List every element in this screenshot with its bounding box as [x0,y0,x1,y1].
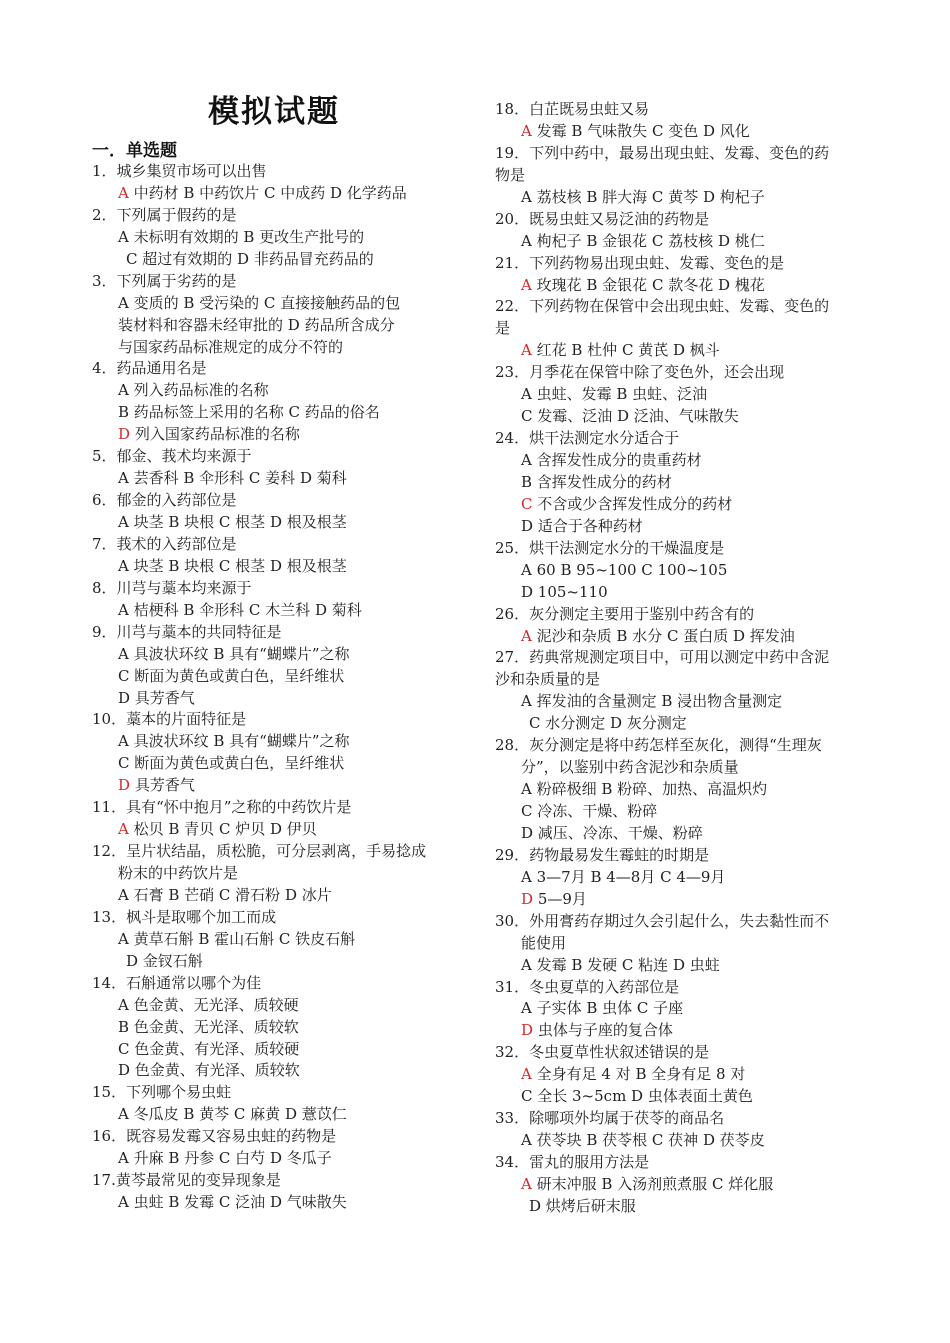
line-text: 34．雷丸的服用方法是 [495,1153,650,1171]
option-line [495,1020,870,1042]
question-line [495,977,870,999]
line-text: A 块茎 B 块根 C 根茎 D 根及根茎 [118,556,347,575]
question-column-left [92,161,472,1214]
line-text: 是 [495,319,511,338]
answer-marker: A [521,1174,532,1193]
line-text: 13．枫斗是取哪个加工而成 [92,907,277,926]
line-text: C 冷冻、干燥、粉碎 [521,802,658,820]
line-text: 17.黄芩最常见的变异现象是 [92,1171,281,1190]
line-text: 25．烘干法测定水分的干燥温度是 [495,538,725,557]
line-text: 5．郁金、莪术均来源于 [92,447,252,466]
option-line [495,691,870,713]
line-text: 4．药品通用名是 [92,359,207,378]
line-text: 23．月季花在保管中除了变色外，还会出现 [495,363,785,382]
option-line [92,556,472,578]
line-text: 20．既易虫蛀又易泛油的药物是 [495,209,710,228]
line-text: 30．外用膏药存期过久会引起什么，失去黏性而不 [495,911,830,930]
line-text: A 枸杞子 B 金银花 C 荔枝核 D 桃仁 [521,231,765,250]
line-text: 22．下列药物在保管中会出现虫蛀、发霉、变色的 [495,297,830,316]
line-text: 14．石斛通常以哪个为佳 [92,973,262,992]
line-text: 26．灰分测定主要用于鉴别中药含有的 [495,604,755,623]
option-line [495,955,870,977]
line-text: A 茯苓块 B 茯苓根 C 茯神 D 茯苓皮 [521,1131,765,1150]
option-line [92,644,472,666]
question-line [92,709,472,731]
line-text: 31．冬虫夏草的入药部位是 [495,977,680,996]
question-line [495,143,870,165]
option-line [495,779,870,801]
line-text: 具芳香气 [134,776,195,795]
answer-marker: A [521,341,532,360]
option-line [92,424,472,446]
option-line [92,775,472,797]
option-line [92,1060,472,1082]
question-line [92,205,472,227]
question-line [495,669,870,691]
option-line [92,731,472,753]
line-text: A 虫蛀 B 发霉 C 泛油 D 气味散失 [118,1193,347,1212]
line-text: 物是 [495,165,526,184]
option-line [495,1130,870,1152]
option-line [495,1064,870,1086]
answer-marker: A [521,275,532,294]
line-text: A 芸香科 B 伞形科 C 姜科 D 菊科 [118,469,347,488]
question-line [495,362,870,384]
line-text: 全身有足 4 对 B 全身有足 8 对 [536,1065,746,1084]
line-text: 沙和杂质量的是 [495,670,601,689]
option-line [495,384,870,406]
line-text: 粉末的中药饮片是 [118,864,239,882]
option-line [495,450,870,472]
line-text: 10．藁本的片面特征是 [92,710,247,729]
answer-marker: A [118,183,129,202]
line-text: 19．下列中药中，最易出现虫蛀、发霉、变色的药 [495,143,830,162]
option-line [92,753,472,775]
question-line [495,296,870,318]
option-line [92,666,472,688]
line-text: A 荔枝核 B 胖大海 C 黄芩 D 枸杞子 [521,187,765,206]
answer-marker: C [521,494,533,513]
answer-marker: D [118,425,131,444]
line-text: A 含挥发性成分的贵重药材 [521,451,702,469]
line-text: 9．川芎与藁本的共同特征是 [92,622,282,641]
line-text: 与国家药品标准规定的成分不符的 [118,337,344,356]
option-line [92,929,472,951]
line-text: A 色金黄、无光泽、质较硬 [118,995,299,1014]
question-line [92,1082,472,1104]
answer-marker: D [521,1021,534,1040]
option-line [495,187,870,209]
option-line [92,688,472,710]
line-text: 2．下列属于假药的是 [92,205,237,224]
question-line [92,1126,472,1148]
option-line [495,494,870,516]
question-line [495,647,870,669]
line-text: A 升麻 B 丹参 C 白芍 D 冬瓜子 [118,1149,332,1168]
question-line [92,490,472,512]
line-text: D 烘烤后研末服 [529,1196,636,1215]
question-line [495,209,870,231]
line-text: C 断面为黄色或黄白色，呈纤维状 [118,666,345,685]
line-text: A 变质的 B 受污染的 C 直接接触药品的包 [118,293,401,312]
answer-marker: D [521,889,534,908]
line-text: A 桔梗科 B 伞形科 C 木兰科 D 菊科 [118,600,362,619]
line-text: 32．冬虫夏草性状叙述错误的是 [495,1043,710,1062]
line-text: 16．既容易发霉又容易虫蛀的药物是 [92,1127,337,1146]
line-text: 研末冲服 B 入汤剂煎煮服 C 烊化服 [536,1174,774,1193]
option-line [92,183,472,205]
option-line [92,512,472,534]
line-text: 21．下列药物易出现虫蛀、发霉、变色的是 [495,253,785,272]
question-line [495,165,870,187]
question-line [495,99,870,121]
line-text: A 黄草石斛 B 霍山石斛 C 铁皮石斛 [118,929,356,948]
page-title: 模拟试题 [208,94,340,130]
line-text: 列入国家药品标准的名称 [134,425,300,444]
line-text: 6．郁金的入药部位是 [92,491,237,510]
line-text: 玫瑰花 B 金银花 C 款冬花 D 槐花 [536,275,765,294]
option-line [92,337,472,359]
line-text: 27．药典常规测定项目中，可用以测定中药中含泥 [495,648,830,667]
question-line [92,446,472,468]
question-line [495,253,870,275]
question-line [92,841,472,863]
line-text: 33．除哪项外均属于茯苓的商品名 [495,1109,725,1128]
line-text: 24．烘干法测定水分适合于 [495,429,680,448]
line-text: A 挥发油的含量测定 B 浸出物含量测定 [521,692,783,711]
option-line [495,1196,870,1218]
line-text: 分”，以鉴别中药含泥沙和杂质量 [521,758,739,777]
option-line [495,560,870,582]
option-line [495,121,870,143]
option-line [92,863,472,885]
line-text: 虫体与子座的复合体 [537,1021,673,1040]
option-line [92,600,472,622]
line-text: 泥沙和杂质 B 水分 C 蛋白质 D 挥发油 [536,626,795,645]
option-line [92,315,472,337]
line-text: 29．药物最易发生霉蛀的时期是 [495,845,710,864]
line-text: A 冬瓜皮 B 黄芩 C 麻黄 D 薏苡仁 [118,1105,347,1124]
line-text: A 块茎 B 块根 C 根茎 D 根及根茎 [118,513,347,531]
line-text: A 石膏 B 芒硝 C 滑石粉 D 冰片 [118,885,332,904]
line-text: D 105~110 [521,582,608,601]
line-text: 3．下列属于劣药的是 [92,271,237,290]
line-text: A 粉碎极细 B 粉碎、加热、高温炽灼 [521,780,768,799]
option-line [495,231,870,253]
line-text: 12．呈片状结晶，质松脆，可分层剥离，手易捻成 [92,842,427,861]
question-line [92,358,472,380]
option-line [495,801,870,823]
question-column-right [495,99,870,1218]
answer-marker: A [521,1065,532,1084]
line-text: 不含或少含挥发性成分的药材 [537,494,733,513]
option-line [495,406,870,428]
question-line [92,534,472,556]
option-line [92,951,472,973]
line-text: D 金钗石斛 [126,951,203,970]
option-line [92,819,472,841]
line-text: 松贝 B 青贝 C 炉贝 D 伊贝 [133,820,317,839]
question-line [495,845,870,867]
line-text: D 减压、冷冻、干燥、粉碎 [521,823,703,842]
line-text: 中药材 B 中药饮片 C 中成药 D 化学药品 [133,183,407,202]
question-line [92,161,472,183]
question-line [495,318,870,340]
line-text: D 具芳香气 [118,688,195,707]
line-text: C 色金黄、有光泽、质较硬 [118,1039,300,1058]
option-line [495,933,870,955]
question-line [495,1042,870,1064]
question-line [92,1170,472,1192]
option-line [495,1086,870,1108]
line-text: A 虫蛀、发霉 B 虫蛀、泛油 [521,385,708,404]
line-text: 18．白芷既易虫蛀又易 [495,100,650,118]
line-text: A 具波状环纹 B 具有“蝴蝶片”之称 [118,644,350,663]
option-line [495,516,870,538]
line-text: A 发霉 B 发硬 C 粘连 D 虫蛀 [521,955,720,974]
option-line [495,1174,870,1196]
option-line [495,472,870,494]
question-line [92,907,472,929]
line-text: D 适合于各种药材 [521,516,643,535]
option-line [92,402,472,424]
question-line [495,911,870,933]
line-text: B 色金黄、无光泽、质较软 [118,1017,299,1036]
line-text: 装材料和容器未经审批的 D 药品所含成分 [118,315,395,334]
option-line [495,998,870,1020]
question-line [92,797,472,819]
line-text: A 3—7月 B 4—8月 C 4—9月 [521,867,726,886]
question-line [92,622,472,644]
line-text: B 药品标签上采用的名称 C 药品的俗名 [118,403,380,422]
line-text: B 含挥发性成分的药材 [521,472,672,491]
answer-marker: A [118,820,129,839]
answer-marker: A [521,121,532,140]
question-line [495,735,870,757]
question-line [495,1152,870,1174]
section-heading: 一．单选题 [92,141,177,161]
option-line [495,867,870,889]
line-text: 8．川芎与藁本均来源于 [92,578,252,597]
line-text: 发霉 B 气味散失 C 变色 D 风化 [536,121,750,140]
option-line [92,1017,472,1039]
line-text: A 60 B 95~100 C 100~105 [521,560,728,579]
option-line [92,227,472,249]
line-text: A 列入药品标准的名称 [118,381,269,400]
question-line [92,578,472,600]
option-line [495,275,870,297]
option-line [495,713,870,735]
option-line [92,249,472,271]
line-text: 1．城乡集贸市场可以出售 [92,162,267,180]
option-line [92,1039,472,1061]
answer-marker: A [521,626,532,645]
line-text: C 超过有效期的 D 非药品冒充药品的 [126,249,374,268]
question-line [495,538,870,560]
question-line [495,1108,870,1130]
option-line [495,582,870,604]
option-line [92,380,472,402]
line-text: 15．下列哪个易虫蛀 [92,1083,232,1102]
option-line [495,889,870,911]
line-text: 28．灰分测定是将中药怎样至灰化，测得“生理灰 [495,736,822,755]
line-text: D 色金黄、有光泽、质较软 [118,1061,300,1080]
question-line [92,271,472,293]
option-line [92,1148,472,1170]
question-line [495,428,870,450]
option-line [495,340,870,362]
option-line [92,1192,472,1214]
line-text: 7．莪术的入药部位是 [92,534,237,553]
option-line [495,823,870,845]
option-line [92,1104,472,1126]
line-text: C 断面为黄色或黄白色，呈纤维状 [118,754,345,773]
line-text: C 发霉、泛油 D 泛油、气味散失 [521,407,739,426]
line-text: A 子实体 B 虫体 C 子座 [521,999,684,1018]
question-line [495,604,870,626]
option-line [495,626,870,648]
line-text: C 全长 3~5cm D 虫体表面土黄色 [521,1087,753,1106]
line-text: A 具波状环纹 B 具有“蝴蝶片”之称 [118,732,350,751]
line-text: C 水分测定 D 灰分测定 [529,714,687,733]
line-text: 能使用 [521,933,567,952]
option-line [495,757,870,779]
option-line [92,885,472,907]
question-line [92,973,472,995]
option-line [92,293,472,315]
option-line [92,995,472,1017]
line-text: 红花 B 杜仲 C 黄芪 D 枫斗 [536,341,720,360]
line-text: 5—9月 [537,889,587,908]
option-line [92,468,472,490]
answer-marker: D [118,776,131,795]
line-text: A 未标明有效期的 B 更改生产批号的 [118,227,365,246]
line-text: 11．具有“怀中抱月”之称的中药饮片是 [92,798,352,817]
